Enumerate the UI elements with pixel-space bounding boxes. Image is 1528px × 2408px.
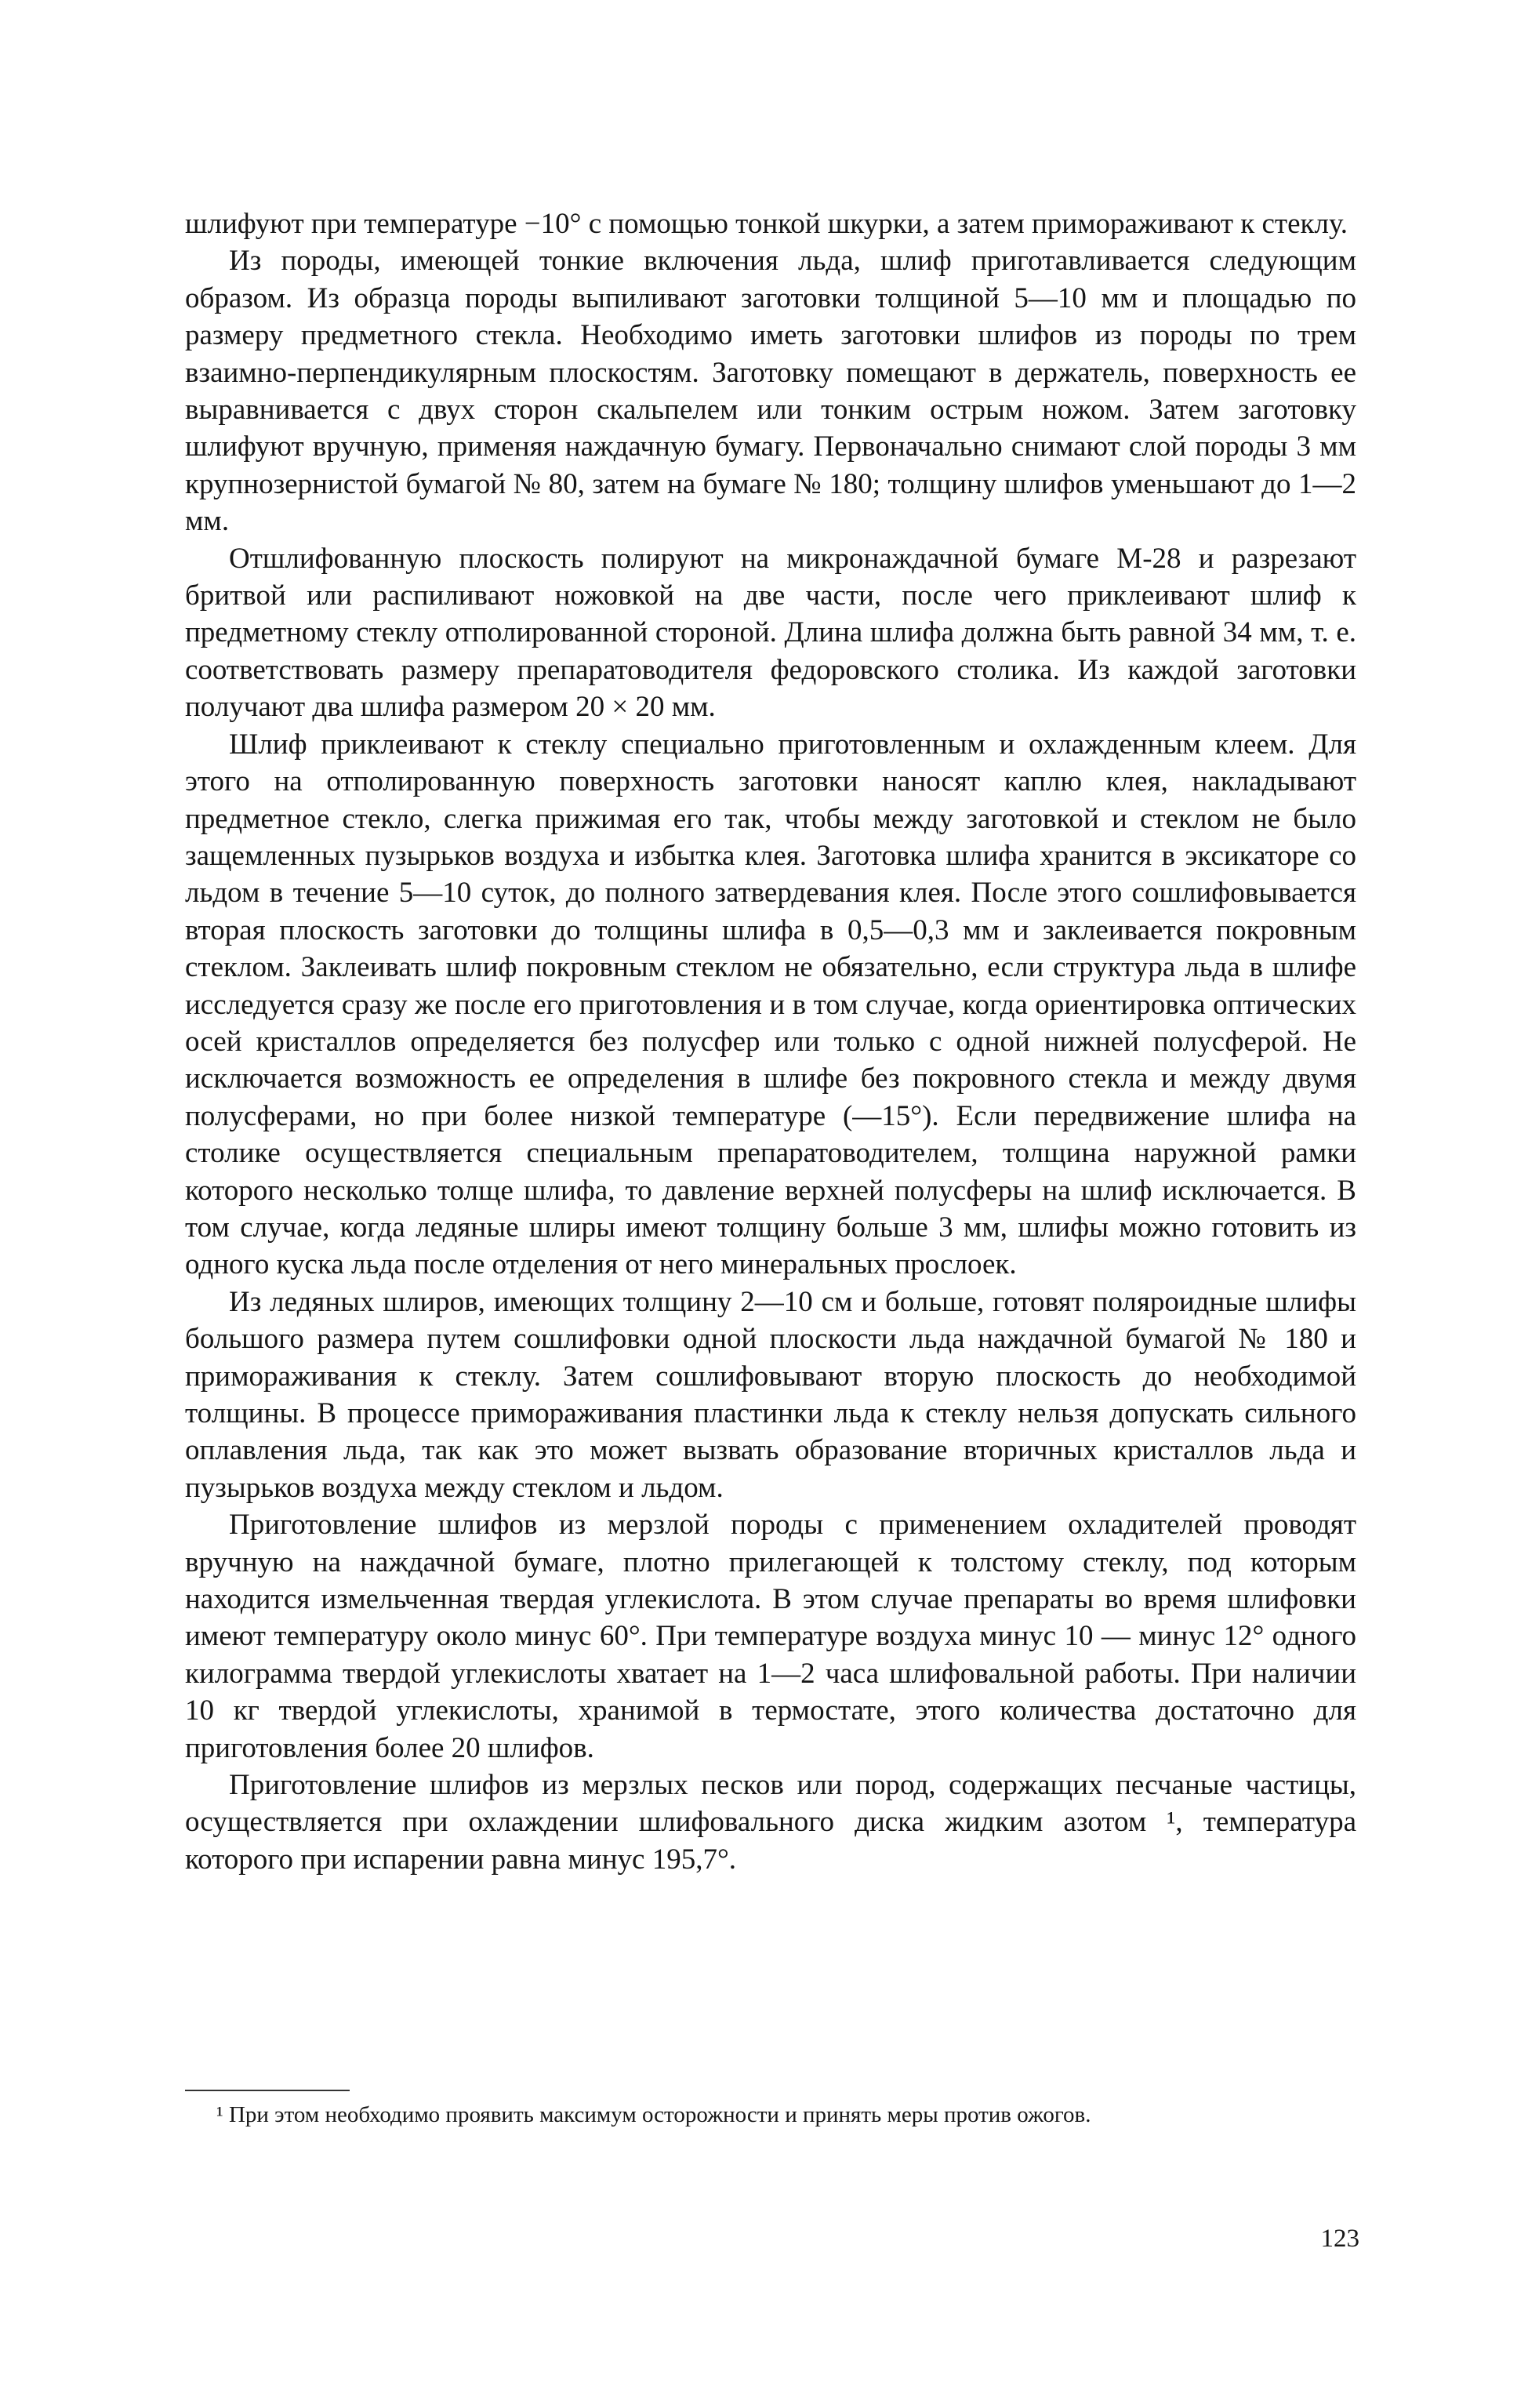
paragraph-1: шлифуют при температуре −10° с помощью тонкой шкурки, а затем примораживают к стеклу. [185, 208, 1348, 240]
paragraph-3: Отшлифованную плоскость полируют на микронаждачной бумаге М-28 и разрезают бритвой или распиливают ножовкой на две части, после чего приклеивают шлиф к предметному стеклу отполированной стороной. Длина шлифа должна быть равной 34 мм, т. е. соответствовать размеру препаратоводителя федоровского столика. Из каждой заготовки получают два шлифа размером 20 × 20 мм. [185, 542, 1356, 724]
footnote: ¹ При этом необходимо проявить максимум осторожности и принять меры против ожогов. [216, 2102, 1091, 2127]
footnote-divider [185, 2090, 350, 2091]
paragraph-5: Из ледяных шлиров, имеющих толщину 2—10 см и больше, готовят поляроидные шлифы большого размера путем сошлифовки одной плоскости льда наждачной бумагой № 180 и примораживания к стеклу. Затем сошлифовывают вторую плоскость до необходимой толщины. В процессе примораживания пластинки льда к стеклу нельзя допускать сильного оплавления льда, так как это может вызвать образование вторичных кристаллов льда и пузырьков воздуха между стеклом и льдом. [185, 1285, 1356, 1504]
page-number: 123 [1320, 2225, 1359, 2253]
paragraph-4: Шлиф приклеивают к стеклу специально приготовленным и охлажденным клеем. Для этого на отполированную поверхность заготовки наносят каплю клея, накладывают предметное стекло, слегка прижимая его так, чтобы между заготовкой и стеклом не было защемленных пузырьков воздуха и избытка клея. Заготовка шлифа хранится в эксикаторе со льдом в течение 5—10 суток, до полного затвердевания клея. После этого сошлифовывается вторая плоскость заготовки до толщины шлифа в 0,5—0,3 мм и заклеивается покровным стеклом. Заклеивать шлиф покровным стеклом не обязательно, если структура льда в шлифе исследуется сразу же после его приготовления и в том случае, когда ориентировка оптических осей кристаллов определяется без полусфер или только с одной нижней полусферой. Не исключается возможность ее определения в шлифе без покровного стекла и между двумя полусферами, но при более низкой температуре (—15°). Если передвижение шлифа на столике осуществляется специальным препаратоводителем, толщина наружной рамки которого несколько толще шлифа, то давление верхней полусферы на шлиф исключается. В том случае, когда ледяные шлиры имеют толщину больше 3 мм, шлифы можно готовить из одного куска льда после отделения от него минеральных прослоек. [185, 728, 1356, 1281]
paragraph-7: Приготовление шлифов из мерзлых песков или пород, содержащих песчаные частицы, осуществляется при охлаждении шлифовального диска жидким азотом ¹, температура которого при испарении равна минус 195,7°. [185, 1769, 1356, 1876]
body-text [185, 205, 1356, 1878]
paragraph-2: Из породы, имеющей тонкие включения льда, шлиф приготавливается следующим образом. Из образца породы выпиливают заготовки толщиной 5—10 мм и площадью по размеру предметного стекла. Необходимо иметь заготовки шлифов из породы по трем взаимно-перпендикулярным плоскостям. Заготовку помещают в держатель, поверхность ее выравнивается с двух сторон скальпелем или тонким острым ножом. Затем заготовку шлифуют вручную, применяя наждачную бумагу. Первоначально снимают слой породы 3 мм крупнозернистой бумагой № 80, затем на бумаге № 180; толщину шлифов уменьшают до 1—2 мм. [185, 245, 1356, 538]
paragraph-6: Приготовление шлифов из мерзлой породы с применением охладителей проводят вручную на наждачной бумаге, плотно прилегающей к толстому стеклу, под которым находится измельченная твердая углекислота. В этом случае препараты во время шлифовки имеют температуру около минус 60°. При температуре воздуха минус 10 — минус 12° одного килограмма твердой углекислоты хватает на 1—2 часа шлифовальной работы. При наличии 10 кг твердой углекислоты, хранимой в термостате, этого количества достаточно для приготовления более 20 шлифов. [185, 1509, 1356, 1764]
